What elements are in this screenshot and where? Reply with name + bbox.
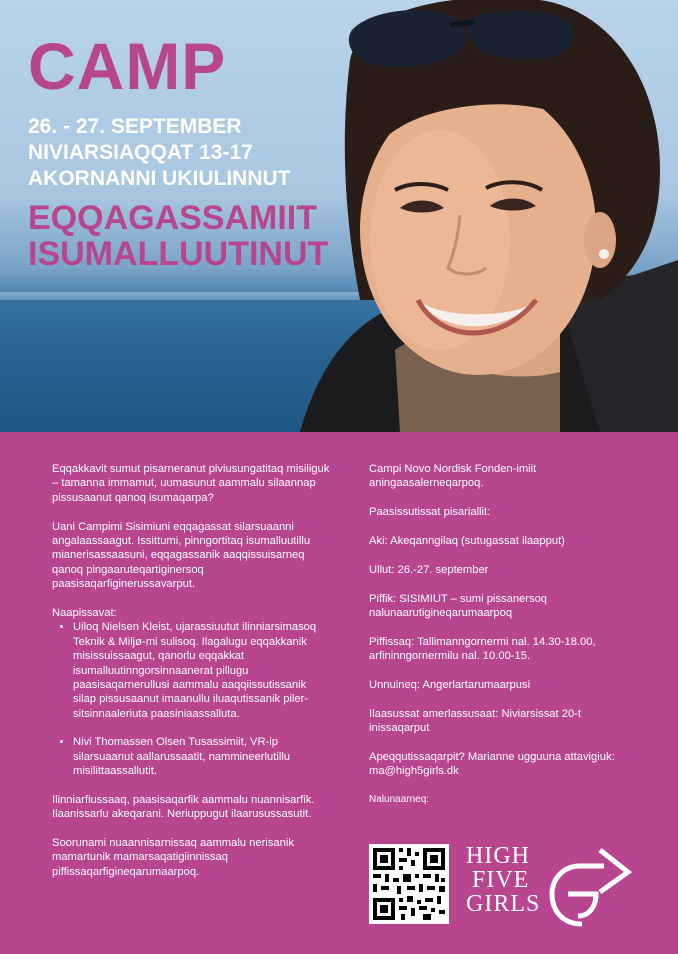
time-info: Piffissaq: Tallimanngornermi nal. 14.30-18.00, arfininngornermilu nal. 10.00-15. — [369, 635, 596, 663]
headline — [28, 200, 328, 272]
logo-wordmark — [466, 844, 546, 916]
headline-line-2: ISUMALLUUTINUT — [28, 235, 329, 273]
logo-line-girls: GIRLS — [466, 891, 541, 917]
logo-line-high: HIGH — [466, 843, 530, 869]
g-arrow-icon — [548, 844, 636, 928]
event-info — [28, 114, 290, 192]
date-info: Ullut: 26.-27. september — [369, 563, 489, 576]
speaker-item-nivi: • Nivi Thomassen Olsen Tusassimiit, VR-ip silarsuaanut aallarussaatit, nammineerlutillu misilittaassallutit. — [73, 735, 332, 778]
right-column — [369, 462, 631, 816]
logo-line-five: FIVE — [472, 867, 530, 893]
speaker-list — [52, 620, 332, 778]
high-five-girls-logo — [466, 844, 636, 928]
date-line: 26. - 27. SEPTEMBER — [28, 115, 242, 138]
description-paragraph: Uani Campimi Sisimiuni eqqagassat silarsuaanni angalaassaagut. Issittumi, pinngortitaq isumalluutillu mianerisassaasuni, eqqagassanik aaqqissuisarneq qanoq pingaaruteqartiginersoq paasisaqarfiginerussavarput. — [52, 520, 311, 591]
learning-paragraph: Ilinniarfiussaaq, paasisaqarfik aammalu nuannisarfik. Ilaanissarlu akeqarani. Neriuppugut ilaarusussasutit. — [52, 793, 315, 820]
left-column — [52, 462, 332, 893]
headline-line-1: EQQAGASSAMIIT — [28, 199, 318, 237]
intro-paragraph: Eqqakkavit sumut pisarneranut piviusungatitaq misiliguk – tamanna immamut, uumasunut aammalu silaannap pissusaanut qanoq isumaqarpa? — [52, 463, 330, 504]
participants-info: Ilaasussat amerlassusaat: Niviarsissat 20-t inissaqarput — [369, 707, 582, 735]
practical-info-label: Paasissutissat pisariallit: — [369, 506, 491, 519]
contact-info: Apeqqutissaqarpit? Marianne ugguuna attavigiuk: ma@high5girls.dk — [369, 751, 615, 778]
price-info: Aki: Akeqanngilaq (sutugassat ilaapput) — [369, 535, 565, 547]
place-info: Piffik: SISIMIUT – sumi pissanersoq nalunaarutigineqarumaarpoq — [369, 592, 548, 619]
speaker-item-uiloq: • Uiloq Nielsen Kleist, ujarassiuutut ilinniarsimasoq Teknik & Miljø-mi sulisoq. Ilagalugu eqqakkanik misissuissaagut, qanorlu eqqakkat isumalluutinngorsinnaanerat pillugu paasisaqarnerullusi aammalu aaqqiissutissanik silap pissusaanut imaanullu iluaqutissanik pilersitsinnaaleriuta paasiniaassalluta. — [73, 620, 332, 721]
camp-title: CAMP — [28, 29, 227, 103]
qr-code[interactable] — [369, 844, 449, 924]
accommodation-info: Unnuineq: Angerlartarumaarpusi — [369, 679, 531, 691]
fun-paragraph: Soorunami nuaannisarnissaq aammalu nerisanik mamartunik mamarsaqatigiinnissaq piffissaqarfigineqarumaarpoq. — [52, 836, 294, 878]
signup-label: Nalunaarneq: — [369, 794, 430, 806]
content-panel — [0, 432, 678, 954]
age-line: NIVIARSIAQQAT 13-17 — [28, 141, 253, 164]
funding-text: Campi Novo Nordisk Fonden-imiit aningaasalerneqarpoq. — [369, 463, 537, 490]
hero-photo — [0, 0, 678, 432]
naapissavat-label: Naapissavat: — [52, 607, 117, 620]
age-range-line: AKORNANNI UKIULINNUT — [28, 167, 291, 190]
